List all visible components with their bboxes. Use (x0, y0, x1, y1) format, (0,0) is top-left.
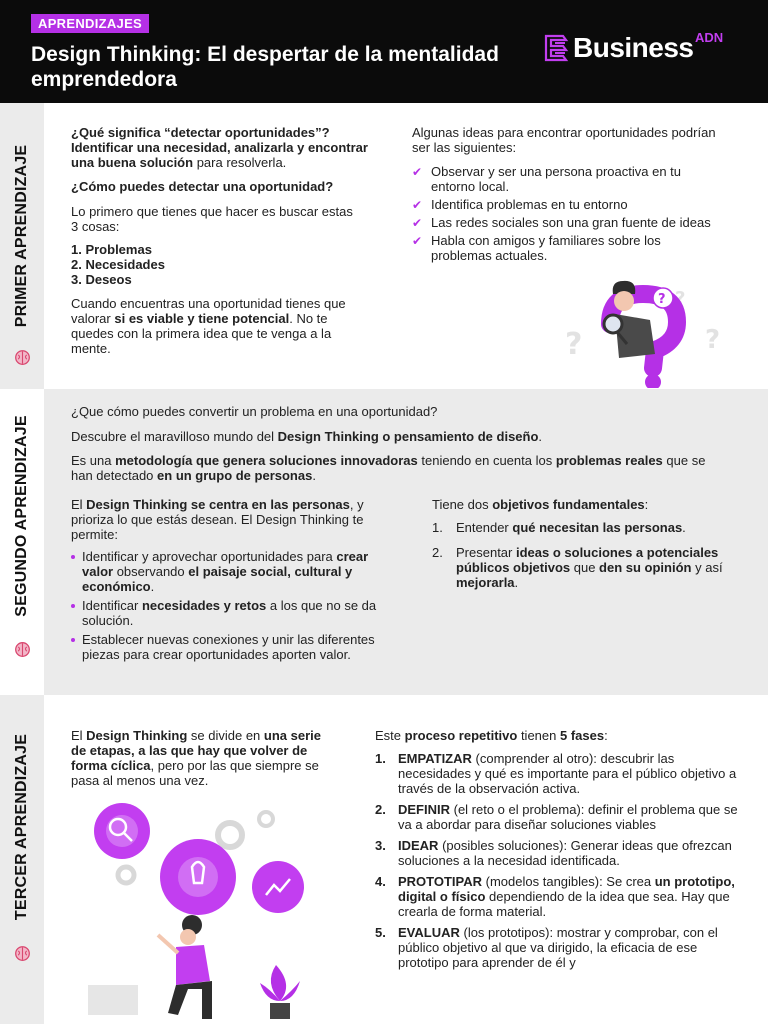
bullet-icon (71, 638, 75, 642)
check-icon: ✔ (412, 198, 423, 212)
svg-text:?: ? (565, 327, 583, 362)
page-title: Design Thinking: El despertar de la mentalidad emprendedora (31, 43, 499, 91)
discover-paragraph: Descubre el maravilloso mundo del Design Thinking o pensamiento de diseño. (71, 429, 543, 444)
section-sidebar (0, 695, 44, 1024)
section-sidebar (0, 103, 44, 389)
list-item: 3. Deseos (71, 272, 132, 287)
outro-paragraph: Cuando encuentras una oportunidad tienes que valorar si es viable y tiene potencial. No te quedes con la primera idea que te venga a la mente. (71, 296, 346, 356)
page-header (0, 0, 768, 103)
list-item: 1. Problemas (71, 242, 152, 257)
stages-paragraph: El Design Thinking se divide en una serie de etapas, a las que hay que volver de forma cíclica, pero por las que siempre se pasa al menos una vez. (71, 728, 321, 788)
svg-text:?: ? (675, 288, 686, 309)
objectives-list (432, 520, 744, 596)
question-paragraph: ¿Que cómo puedes convertir un problema en una oportunidad? (71, 404, 438, 419)
list-item: 1. EMPATIZAR (comprender al otro): descubrir las necesidades y qué es importante para el público objetivo a través de la observación activa. (375, 751, 737, 796)
list-item: Establecer nuevas conexiones y unir las diferentes piezas para crear oportunidades aporten valor. (71, 632, 391, 662)
check-icon: ✔ (412, 234, 423, 248)
svg-text:?: ? (658, 292, 666, 307)
check-icon: ✔ (412, 165, 423, 179)
section-third-learning (0, 695, 768, 1024)
brain-icon (14, 945, 31, 962)
objectives-intro: Tiene dos objetivos fundamentales: (432, 497, 649, 512)
brain-icon (14, 349, 31, 366)
list-item: 5. EVALUAR (los prototipos): mostrar y comprobar, con el público objetivo al que va dirigido, la eficacia de ese prototipo para aprender de él y (375, 925, 718, 970)
definition-paragraph: ¿Qué significa “detectar oportunidades”? Identificar una necesidad, analizarla y encontrar una buena solución para resolverla. (71, 125, 368, 170)
list-item: Identificar necesidades y retos a los que no se da solución. (71, 598, 391, 628)
list-item: 4. PROTOTIPAR (modelos tangibles): Se crea un prototipo, digital o físico dependiendo de la idea que sea. Hay que crearla de forma material. (375, 874, 735, 919)
focus-paragraph: El Design Thinking se centra en las personas, y prioriza lo que estás desean. El Design Thinking te permite: (71, 497, 364, 542)
section-label: PRIMER APRENDIZAJE (13, 144, 30, 328)
list-item: 3. IDEAR (posibles soluciones): Generar ideas que ofrezcan soluciones a la necesidad identificada. (375, 838, 732, 868)
list-item: ✔ Identifica problemas en tu entorno (412, 197, 628, 212)
list-item: ✔ Observar y ser una persona proactiva en tu entorno local. (412, 164, 682, 194)
intro-paragraph: Lo primero que tienes que hacer es buscar estas 3 cosas: (71, 204, 353, 234)
phases-intro: Este proceso repetitivo tienen 5 fases: (375, 728, 608, 743)
list-item: 2. DEFINIR (el reto o el problema): definir el problema que se va a abordar para diseñar soluciones viables (375, 802, 738, 832)
list-item: ✔ Las redes sociales son una gran fuente de ideas (412, 215, 711, 230)
ideas-intro: Algunas ideas para encontrar oportunidades podrían ser las siguientes: (412, 125, 716, 155)
thinking-person-illustration (555, 276, 735, 388)
bullet-icon (71, 604, 75, 608)
brand-logo (543, 32, 743, 72)
brain-icon (14, 641, 31, 658)
list-item: 2. Presentar ideas o soluciones a potenciales públicos objetivos que den su opinión y así mejorarla. (432, 545, 723, 590)
list-item: 2. Necesidades (71, 257, 165, 272)
brand-superscript: ADN (695, 30, 724, 45)
list-item: Identificar y aprovechar oportunidades para crear valor observando el paisaje social, cultural y económico. (71, 549, 391, 594)
svg-text:?: ? (705, 325, 721, 355)
benefits-list (71, 549, 391, 666)
category-tag: APRENDIZAJES (31, 14, 149, 33)
ideas-list (412, 164, 722, 266)
gears-person-illustration (80, 795, 320, 1023)
list-item: 1. Entender qué necesitan las personas. (432, 520, 686, 535)
methodology-paragraph: Es una metodología que genera soluciones innovadoras teniendo en cuenta los problemas reales que se han detectado en un grupo de personas. (71, 453, 706, 483)
section-label: SEGUNDO APRENDIZAJE (13, 415, 30, 617)
section-first-learning (0, 103, 768, 389)
section-label: TERCER APRENDIZAJE (13, 733, 30, 921)
phases-list (375, 751, 738, 976)
section-sidebar (0, 389, 44, 695)
things-list (71, 242, 271, 287)
section-second-learning (0, 389, 768, 695)
check-icon: ✔ (412, 216, 423, 230)
brand-name: Business (573, 32, 694, 63)
brand-mark-icon (543, 32, 569, 68)
list-item: ✔ Habla con amigos y familiares sobre los problemas actuales. (412, 233, 661, 263)
question-heading: ¿Cómo puedes detectar una oportunidad? (71, 179, 334, 194)
bullet-icon (71, 555, 75, 559)
